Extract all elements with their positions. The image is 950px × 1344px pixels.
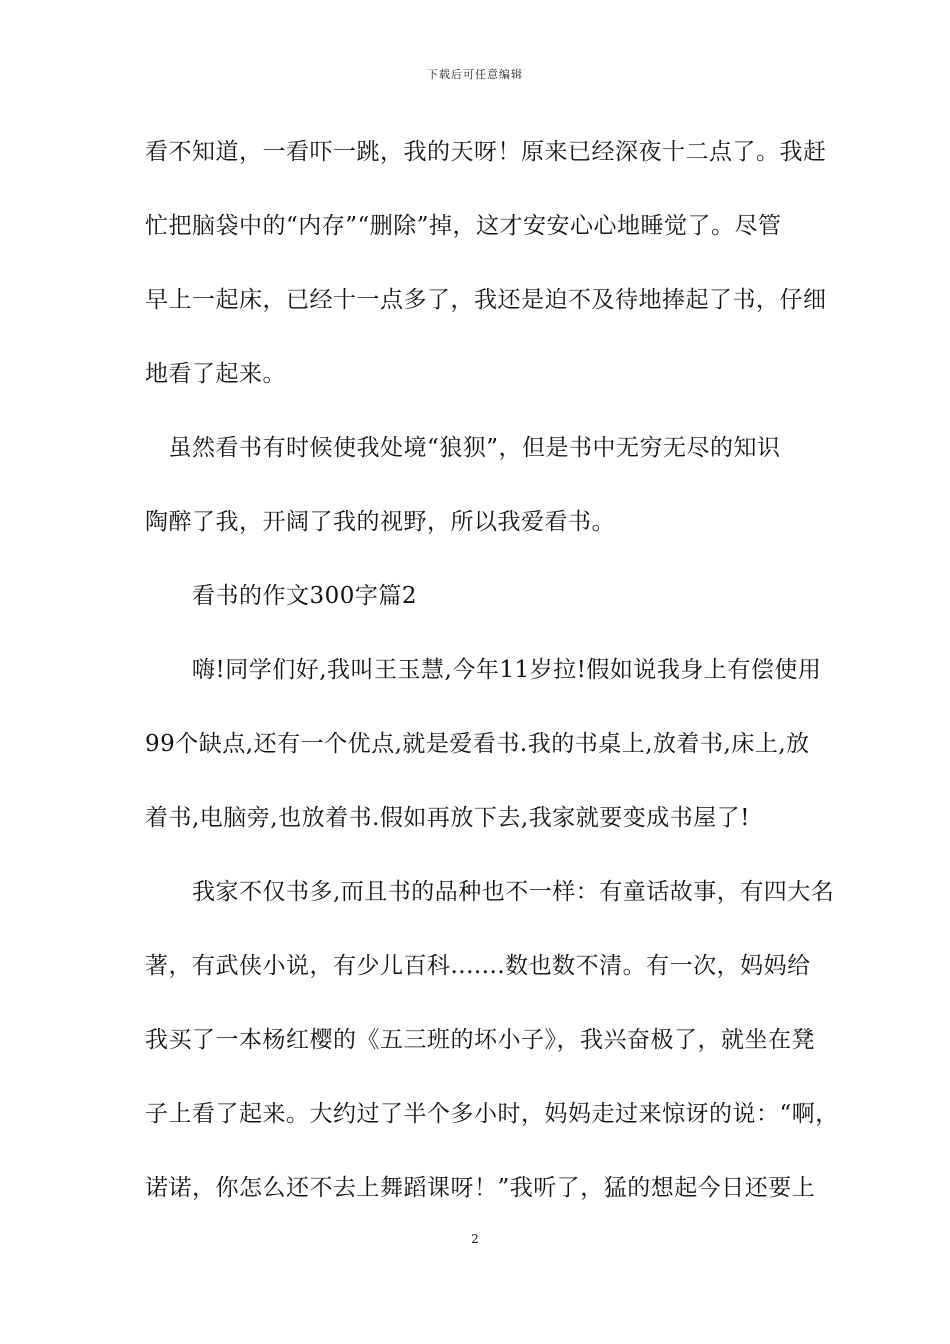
text-line: 着书,电脑旁,也放着书.假如再放下去,我家就要变成书屋了! bbox=[145, 805, 750, 831]
text-line: 我买了一本杨红樱的《五三班的坏小子》，我兴奋极了，就坐在凳 bbox=[145, 1027, 815, 1053]
text-line: 著，有武侠小说，有少儿百科.......数也数不清。有一次，妈妈给 bbox=[145, 953, 811, 979]
page-header: 下载后可任意编辑 bbox=[427, 68, 523, 81]
text-line: 忙把脑袋中的“内存”“删除”掉，这才安安心心地睡觉了。尽管 bbox=[145, 213, 782, 239]
text-line: 子上看了起来。大约过了半个多小时，妈妈走过来惊讶的说：“啊， bbox=[145, 1101, 839, 1127]
text-line: 陶醉了我，开阔了我的视野，所以我爱看书。 bbox=[145, 509, 615, 535]
text-line: 我家不仅书多,而且书的品种也不一样：有童话故事，有四大名 bbox=[145, 879, 835, 905]
section-heading: 看书的作文300字篇2 bbox=[145, 583, 418, 609]
text-line: 虽然看书有时候使我处境“狼狈”，但是书中无穷无尽的知识 bbox=[145, 435, 781, 461]
page-number: 2 bbox=[471, 1232, 479, 1246]
text-line: 99个缺点,还有一个优点,就是爱看书.我的书桌上,放着书,床上,放 bbox=[145, 731, 810, 757]
document-body bbox=[145, 128, 839, 1238]
text-line: 看不知道，一看吓一跳，我的天呀！原来已经深夜十二点了。我赶 bbox=[145, 139, 827, 165]
text-line: 嗨!同学们好,我叫王玉慧,今年11岁拉!假如说我身上有偿使用 bbox=[145, 657, 822, 683]
text-line: 诺诺，你怎么还不去上舞蹈课呀！”我听了，猛的想起今日还要上 bbox=[145, 1175, 816, 1201]
text-line: 早上一起床，已经十一点多了，我还是迫不及待地捧起了书，仔细 bbox=[145, 287, 827, 313]
text-line: 地看了起来。 bbox=[145, 361, 286, 387]
